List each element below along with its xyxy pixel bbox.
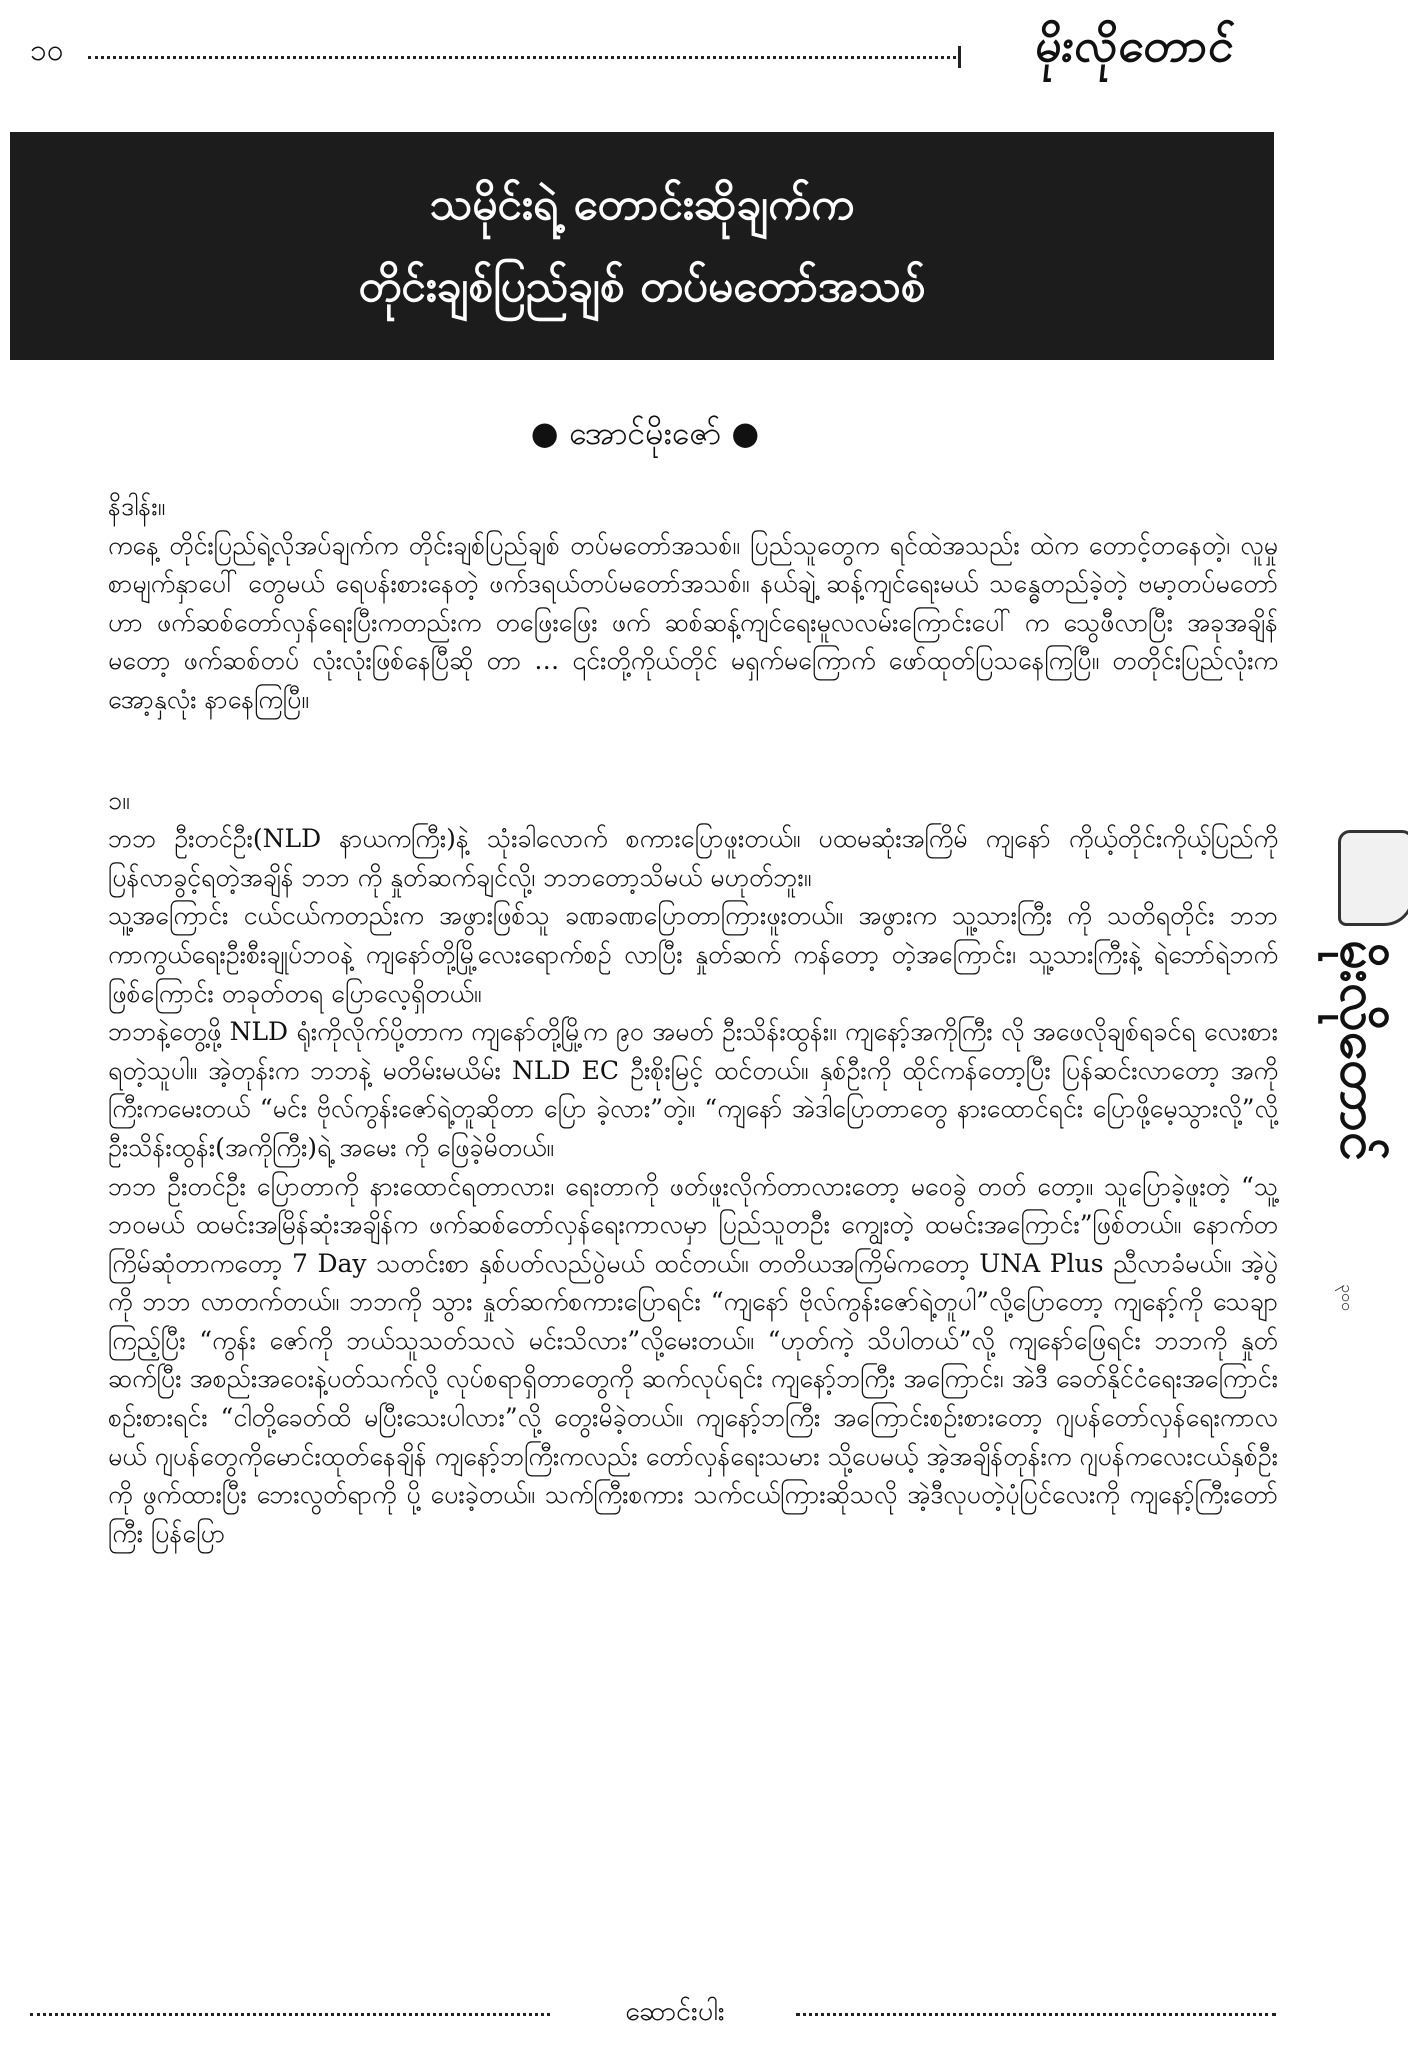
section-heading: ၁။ bbox=[108, 785, 130, 815]
hand-graphic-icon bbox=[1338, 830, 1408, 926]
intro-paragraph: ကနေ့ တိုင်းပြည်ရဲ့လိုအပ်ချက်က တိုင်းချစ်ပြည်ချစ် တပ်မတော်အသစ်။ ပြည်သူတွေက ရင်ထဲအသည်း ထဲက တောင့်တနေတဲ့၊ လူမှုစာမျက်နှာပေါ် တွေမယ် ရေပန်းစားနေတဲ့ ဖက်ဒရယ်တပ်မတော်အသစ်။ နယ်ချဲ့ ဆန့်ကျင်ရေးမယ် သန္ဓေတည်ခဲ့တဲ့ ဗမာ့တပ်မတော်ဟာ ဖက်ဆစ်တော်လှန်ရေးပြီးကတည်းက တဖြေးဖြေး ဖက် ဆစ်ဆန့်ကျင်ရေးမူလလမ်းကြောင်းပေါ် က သွေဖီလာပြီး အခုအချိန်မတော့ ဖက်ဆစ်တပ် လုံးလုံးဖြစ်နေပြီဆို တာ … ၎င်းတို့ကိုယ်တိုင် မရှက်မကြောက် ဖော်ထုတ်ပြသနေကြပြီ။ တတိုင်းပြည်လုံးက အော့နှလုံး နာနေကြပြီ။ bbox=[108, 530, 1278, 714]
paragraph-2: သူ့အကြောင်း ငယ်ငယ်ကတည်းက အဖွားဖြစ်သူ ခဏခဏပြောတာကြားဖူးတယ်။ အဖွားက သူ့သားကြီး ကို သတိရတိုင်း ဘဘ ကာကွယ်ရေးဦးစီးချုပ်ဘဝနဲ့ ကျနော်တို့မြို့လေးရောက်စဉ် လာပြီး နှုတ်ဆက် ကန်တော့ တဲ့အကြောင်း၊ သူ့သားကြီးနဲ့ ရဲဘော်ရဲဘက်ဖြစ်ကြောင်း တခုတ်တရ ပြောလေ့ရှိတယ်။ bbox=[108, 901, 1278, 1008]
paragraph-3: ဘဘနဲ့တွေ့ဖို့ NLD ရုံးကိုလိုက်ပို့တာက ကျနော်တို့မြို့က ၉၀ အမတ် ဦးသိန်းထွန်း။ ကျနော့်အကိုကြီး လို အဖေလိုချစ်ရခင်ရ လေးစားရတဲ့သူပါ။ အဲ့တုန်းက ဘဘနဲ့ မတိမ်းမယိမ်း NLD EC ဦးစိုးမြင့် ထင်တယ်။ နှစ်ဦးကို ထိုင်ကန်တော့ပြီး ပြန်ဆင်းလာတော့ အကိုကြီးကမေးတယ် “မင်း ဗိုလ်ကွန်းဇော်ရဲ့တူဆိုတာ ပြော ခဲ့လား”တဲ့။ “ကျနော် အဲဒါပြောတာတွေ နားထောင်ရင်း ပြောဖို့မေ့သွားလို့”လို့ ဦးသိန်းထွန်း(အကိုကြီး)ရဲ့ အမေး ကို ဖြေခဲ့မိတယ်။ bbox=[108, 1017, 1278, 1162]
article-title-line-1: သမိုင်းရဲ့ တောင်းဆိုချက်က bbox=[429, 179, 855, 230]
article-title-line-2: တိုင်းချစ်ပြည်ချစ် တပ်မတော်အသစ် bbox=[358, 261, 926, 312]
footer-dotted-rule-left bbox=[30, 2013, 550, 2016]
article-title-banner bbox=[10, 132, 1274, 360]
page-header bbox=[0, 0, 1408, 110]
article-body bbox=[108, 488, 1278, 1553]
header-rule-end bbox=[958, 46, 961, 68]
header-dotted-rule bbox=[88, 56, 956, 59]
footer-dotted-rule-right bbox=[796, 2013, 1276, 2016]
page-number: ၁၀ bbox=[30, 33, 64, 68]
side-tab-title: မိုးလိုတောင် bbox=[1329, 940, 1389, 1161]
section-gap bbox=[108, 720, 1278, 782]
paragraph-4: ဘဘ ဦးတင်ဦး ပြောတာကို နားထောင်ရတာလား၊ ရေးတာကို ဖတ်ဖူးလိုက်တာလားတော့ မဝေခွဲ တတ် တော့။ သူပြောခဲ့ဖူးတဲ့ “သူ့ဘဝမယ် ထမင်းအမြိန်ဆုံးအချိန်က ဖက်ဆစ်တော်လှန်ရေးကာလမှာ ပြည်သူတဦး ကျွေးတဲ့ ထမင်းအကြောင်း”ဖြစ်တယ်။ နောက်တကြိမ်ဆုံတာကတော့ 7 Day သတင်းစာ နှစ်ပတ်လည်ပွဲမယ် ထင်တယ်။ တတိယအကြိမ်ကတော့ UNA Plus ညီလာခံမယ်။ အဲ့ပွဲကို ဘဘ လာတက်တယ်။ ဘဘကို သွား နှုတ်ဆက်စကားပြောရင်း “ကျနော် ဗိုလ်ကွန်းဇော်ရဲ့တူပါ”လို့ပြောတော့ ကျနော့်ကို သေချာကြည့်ပြီး “ကွန်း ဇော်ကို ဘယ်သူသတ်သလဲ မင်းသိလား”လို့မေးတယ်။ “ဟုတ်ကဲ့ သိပါတယ်”လို့ ကျနော်ဖြေရင်း ဘဘကို နှုတ် ဆက်ပြီး အစည်းအဝေးနဲ့ပတ်သက်လို့ လုပ်စရာရှိတာတွေကို ဆက်လုပ်ရင်း ကျနော့်ဘကြီး အကြောင်း၊ အဲဒီ ခေတ်နိုင်ငံရေးအကြောင်း စဉ်းစားရင်း “ငါတို့ခေတ်ထိ မပြီးသေးပါလား”လို့ တွေးမိခဲ့တယ်။ ကျနော့်ဘကြီး အကြောင်းစဉ်းစားတော့ ဂျပန်တော်လှန်ရေးကာလမယ် ဂျပန်တွေကိုမောင်းထုတ်နေချိန် ကျနော့်ဘကြီးကလည်း တော်လှန်ရေးသမား သို့ပေမယ့် အဲ့အချိန်တုန်းက ဂျပန်ကလေးငယ်နှစ်ဦးကို ဖွက်ထားပြီး ဘေးလွတ်ရာကို ပို့ ပေးခဲ့တယ်။ သက်ကြီးစကား သက်ငယ်ကြားဆိုသလို အဲ့ဒီလုပတဲ့ပုံပြင်လေးကို ကျနော့်ကြီးတော်ကြီး ပြန်ပြော bbox=[108, 1171, 1278, 1548]
side-tab-small-text: ၃၀၀ bbox=[1338, 1284, 1357, 1311]
magazine-logo: မိုးလိုတောင် bbox=[1033, 17, 1239, 72]
continued-label: ဆောင်းပါး bbox=[625, 1996, 725, 2027]
paragraph-1: ဘဘ ဦးတင်ဦး(NLD နာယကကြီး)နဲ့ သုံးခါလောက် စကားပြောဖူးတယ်။ ပထမဆုံးအကြိမ် ကျနော် ကိုယ့်တိုင်းကိုယ့်ပြည်ကို ပြန်လာခွင့်ရတဲ့အချိန် ဘဘ ကို နှုတ်ဆက်ချင်လို့၊ ဘဘတော့သိမယ် မဟုတ်ဘူး။ bbox=[108, 824, 1278, 892]
intro-heading: နိဒါန်း။ bbox=[108, 492, 166, 521]
article-author: ● အောင်မိုးဇော် ● bbox=[530, 414, 760, 452]
